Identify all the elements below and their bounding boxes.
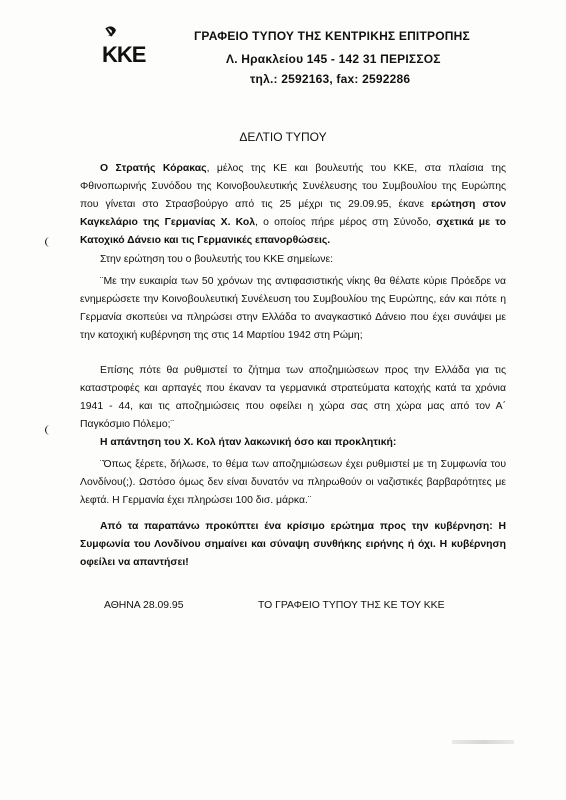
signature: ΤΟ ΓΡΑΦΕΙΟ ΤΥΠΟΥ ΤΗΣ ΚΕ ΤΟΥ ΚΚΕ xyxy=(258,600,445,611)
place-date: ΑΘΗΝΑ 28.09.95 xyxy=(104,600,184,611)
intro-text-2: , ο οποίος πήρε μέρος στη Σύνοδο, xyxy=(255,217,437,228)
punch-hole-mark xyxy=(42,424,53,436)
paragraph-question-1: ¨Με την ευκαιρία των 50 χρόνων της αντιφασιστικής νίκης θα θέλατε κύριε Πρόεδρε να ενημερώσετε την Κοινοβουλευτική Συνέλευση του Συμβουλίου της Ευρώπης, εάν και πότε η Γερμανία σκοπεύει να πληρώσει στην Ελλάδα το αναγκαστικό Δάνειο που έχει συνάψει με την κατοχική κυβέρνηση της στις 14 Μαρτίου 1942 στη Ρώμη; xyxy=(80,276,506,341)
paragraph-question-intro: Στην ερώτηση του ο βουλευτής του ΚΚΕ σημείωνε: xyxy=(100,254,333,265)
paragraph-intro xyxy=(80,160,506,250)
office-name: ΓΡΑΦΕΙΟ ΤΥΠΟΥ ΤΗΣ ΚΕΝΤΡΙΚΗΣ ΕΠΙΤΡΟΠΗΣ xyxy=(194,29,470,43)
scan-smudge xyxy=(452,740,514,744)
mp-name: Ο Στρατής Κόρακας xyxy=(100,163,207,174)
paragraph-answer-intro: Η απάντηση του Χ. Κολ ήταν λακωνική όσο και προκλητική: xyxy=(100,437,397,448)
office-contact: τηλ.: 2592163, fax: 2592286 xyxy=(250,72,411,86)
logo-text: KKE xyxy=(102,42,146,67)
intro-bold-1: ερώτηση στον Καγκελάριο της Γερμανίας Χ. Κολ xyxy=(80,199,506,228)
document-title: ΔΕΛΤΙΟ ΤΥΠΟΥ xyxy=(239,130,327,144)
intro-text-1: , μέλος της ΚΕ και βουλευτής του ΚΚΕ, στα πλαίσια της Φθινοπωρινής Συνόδου της Κοινοβουλευτικής Συνέλευσης του Συμβουλίου της Ευρώπης που γίνεται στο Στρασβούργο από τις 25 μέχρι τις 29.09.95, έκανε xyxy=(80,163,507,210)
punch-hole-mark xyxy=(42,236,53,248)
paragraph-question-2: Επίσης πότε θα ρυθμιστεί το ζήτημα των αποζημιώσεων προς την Ελλάδα για τις καταστροφές και αρπαγές που έκαναν τα γερμανικά στρατεύματα κατοχής κατά τα χρόνια 1941 - 44, και τις αποζημιώσεις που οφείλει η χώρα σας στη χώρα μας από τον Α΄ Παγκόσμιο Πόλεμο;¨ xyxy=(80,365,506,430)
office-address: Λ. Ηρακλείου 145 - 142 31 ΠΕΡΙΣΣΟΣ xyxy=(226,52,441,66)
intro-bold-2: σχετικά με το Κατοχικό Δάνειο και τις Γερμανικές επανορθώσεις. xyxy=(80,217,506,246)
paragraph-conclusion: Από τα παραπάνω προκύπτει ένα κρίσιμο ερώτημα προς την κυβέρνηση: Η Συμφωνία του Λονδίνου σημαίνει και σύναψη συνθήκης ειρήνης ή όχι. Η κυβέρνηση οφείλει να απαντήσει! xyxy=(80,521,506,568)
paragraph-answer: ¨Όπως ξέρετε, δήλωσε, το θέμα των αποζημιώσεων έχει ρυθμιστεί με τη Συμφωνία του Λονδίνου(;). Ωστόσο όμως δεν είναι δυνατόν να πληρωθούν οι ναζιστικές βαρβαρότητες με λεφτά. Η Γερμανία έχει πληρώσει 100 δισ. μάρκα.¨ xyxy=(80,459,506,506)
kke-logo xyxy=(100,24,160,68)
